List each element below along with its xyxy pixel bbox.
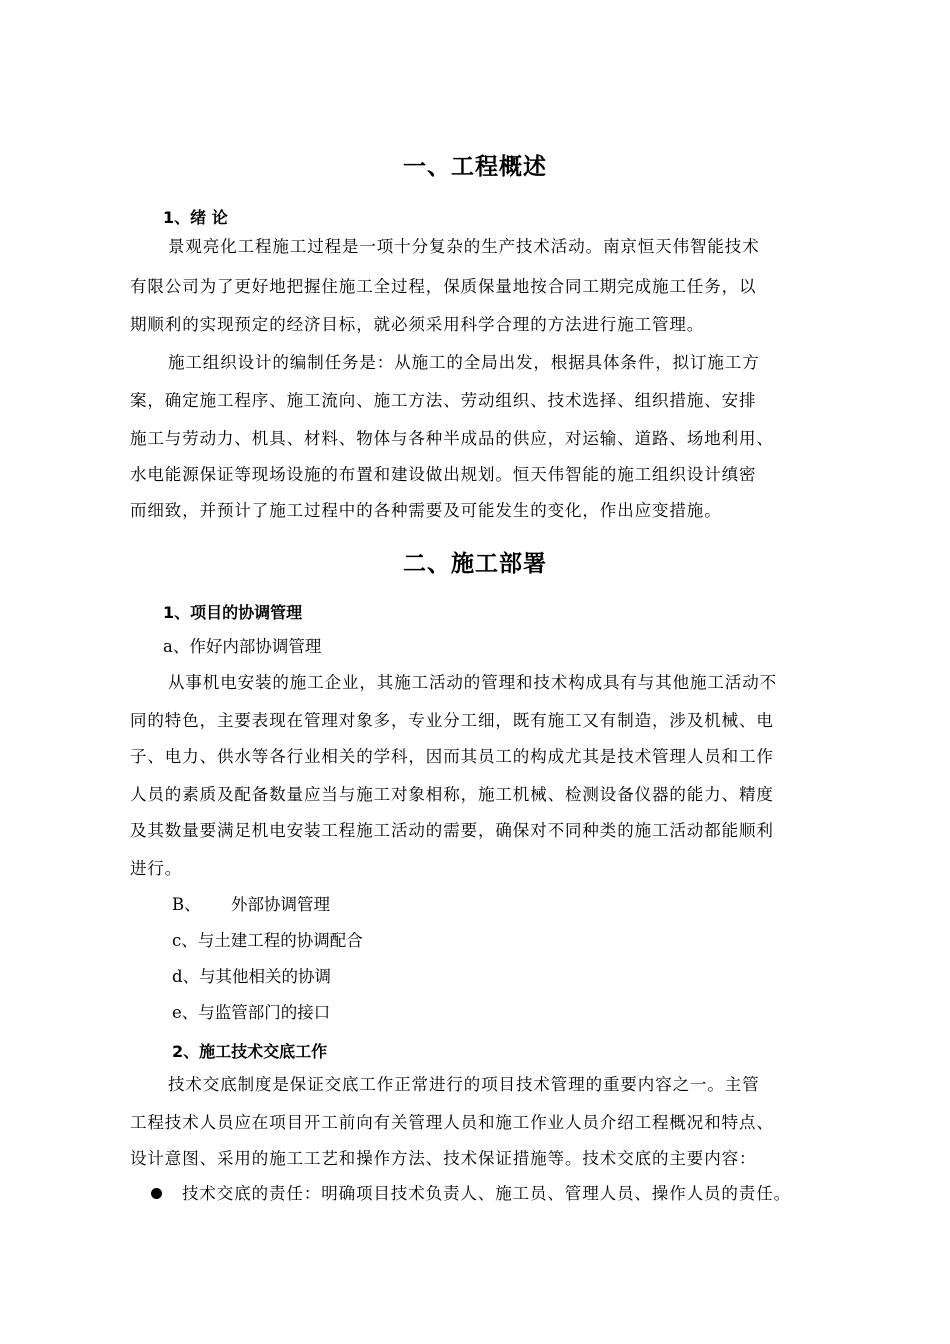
paragraph-line: 而细致，并预计了施工过程中的各种需要及可能发生的变化，作出应变措施。 (130, 501, 722, 520)
paragraph-line: 设计意图、采用的施工工艺和操作方法、技术保证措施等。技术交底的主要内容： (130, 1149, 757, 1168)
bullet-item: 技术交底的责任：明确项目技术负责人、施工员、管理人员、操作人员的责任。 (182, 1184, 791, 1203)
list-item-a: a、作好内部协调管理 (163, 637, 322, 656)
paragraph-line: 水电能源保证等现场设施的布置和建设做出规划。恒天伟智能的施工组织设计缜密 (130, 465, 757, 484)
paragraph-line: 人员的素质及配备数量应当与施工对象相称，施工机械、检测设备仪器的能力、精度 (130, 785, 774, 804)
paragraph-line: 子、电力、供水等各行业相关的学科，因而其员工的构成尤其是技术管理人员和工作 (130, 747, 774, 766)
paragraph-line: 同的特色，主要表现在管理对象多，专业分工细，既有施工又有制造，涉及机械、电 (130, 711, 774, 730)
paragraph-line: 施工与劳动力、机具、材料、物体与各种半成品的供应，对运输、道路、场地利用、 (130, 429, 774, 448)
paragraph-line: 技术交底制度是保证交底工作正常进行的项目技术管理的重要内容之一。主管 (168, 1075, 760, 1094)
paragraph-line: 案，确定施工程序、施工流向、施工方法、劳动组织、技术选择、组织措施、安排 (130, 391, 757, 410)
paragraph-line: 期顺利的实现预定的经济目标，就必须采用科学合理的方法进行施工管理。 (130, 315, 705, 334)
paragraph-line: 进行。 (130, 859, 183, 878)
paragraph-line: 景观亮化工程施工过程是一项十分复杂的生产技术活动。南京恒天伟智能技术 (168, 237, 760, 256)
paragraph-line: 工程技术人员应在项目开工前向有关管理人员和施工作业人员介绍工程概况和特点、 (130, 1113, 774, 1132)
section-2-subheading-coordination: 1、项目的协调管理 (163, 603, 303, 622)
section-1-subheading-intro: 1、绪 论 (163, 208, 228, 227)
list-item-e: e、与监管部门的接口 (172, 1003, 331, 1022)
bullet-icon (151, 1188, 162, 1199)
list-item-c: c、与土建工程的协调配合 (172, 931, 363, 950)
section-1-title: 一、工程概述 (403, 154, 547, 180)
section-2-subheading-disclosure: 2、施工技术交底工作 (172, 1042, 328, 1061)
paragraph-line: 从事机电安装的施工企业，其施工活动的管理和技术构成具有与其他施工活动不 (168, 673, 777, 692)
list-item-b-label: B、 (172, 895, 201, 914)
list-item-b-text: 外部协调管理 (231, 895, 330, 914)
section-2-title: 二、施工部署 (403, 551, 547, 577)
paragraph-line: 有限公司为了更好地把握住施工全过程，保质保量地按合同工期完成施工任务，以 (130, 277, 757, 296)
paragraph-line: 及其数量要满足机电安装工程施工活动的需要，确保对不同种类的施工活动都能顺利 (130, 821, 774, 840)
list-item-d: d、与其他相关的协调 (172, 967, 332, 986)
paragraph-line: 施工组织设计的编制任务是：从施工的全局出发，根据具体条件，拟订施工方 (168, 353, 760, 372)
